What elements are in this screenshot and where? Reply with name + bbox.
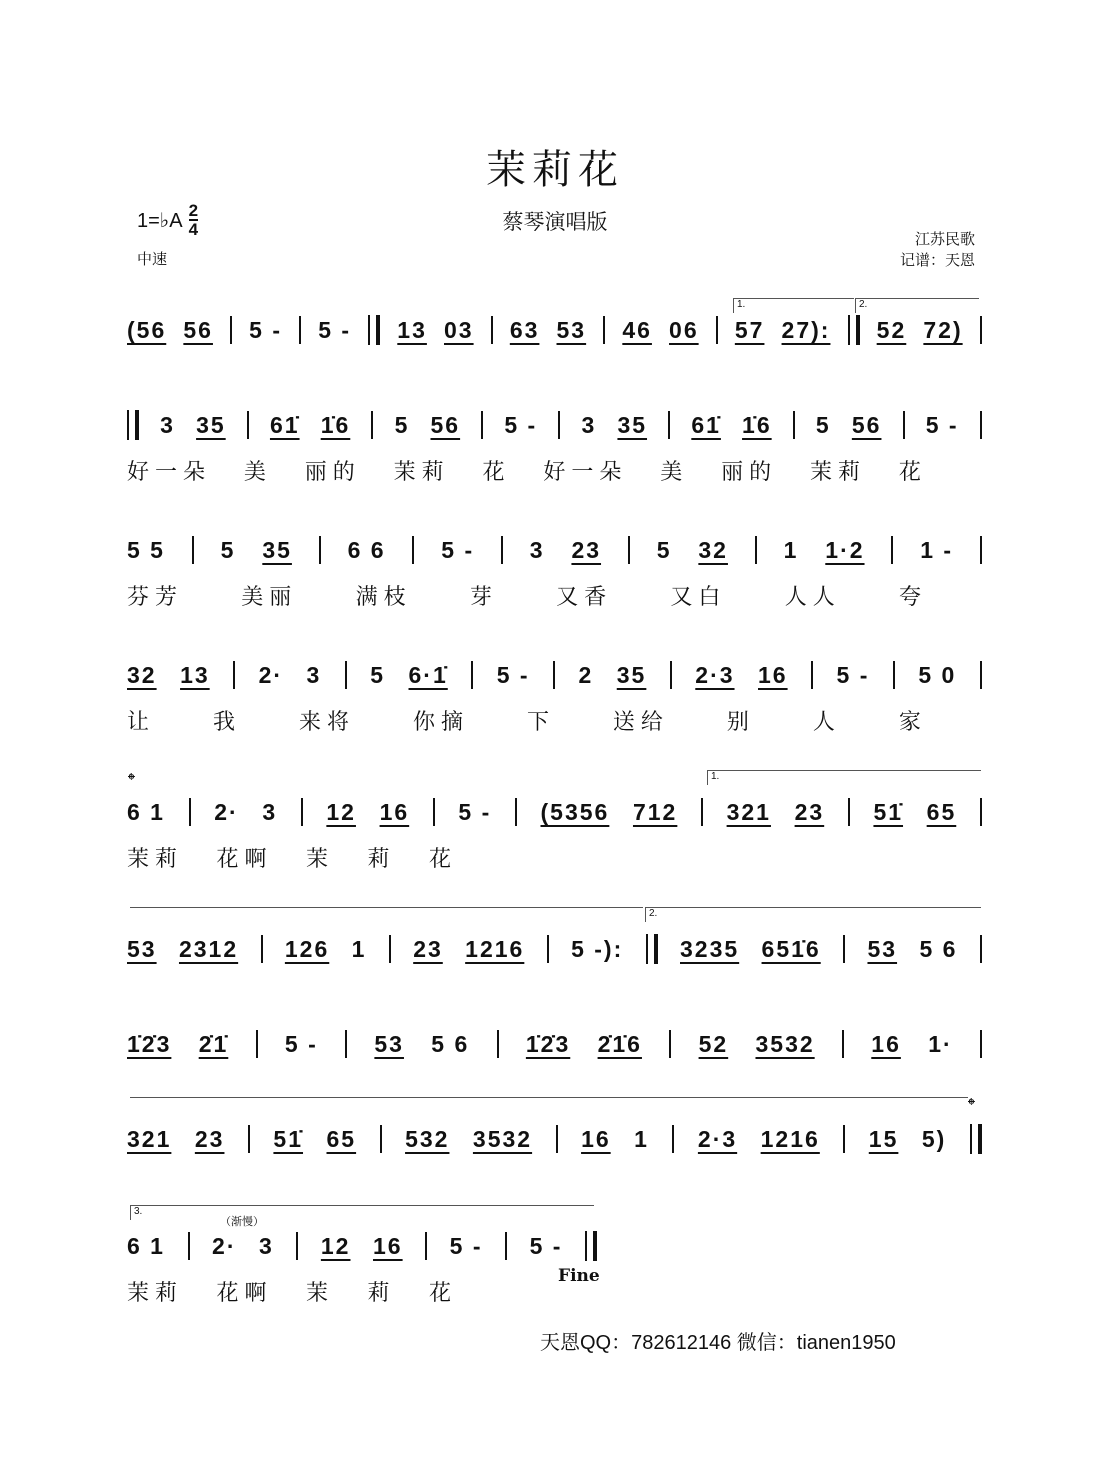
lyric: 茉 bbox=[305, 1281, 334, 1306]
lyric: 茉莉 bbox=[127, 1281, 184, 1306]
lyric: 茉莉 bbox=[127, 847, 184, 872]
note-group: 3532 bbox=[755, 1030, 815, 1057]
note-group: 51̇ bbox=[873, 798, 904, 825]
volta-1 bbox=[733, 298, 854, 313]
lyric: 送给 bbox=[612, 710, 669, 735]
volta-2b-cont bbox=[130, 1097, 968, 1112]
note-group: 712 bbox=[632, 798, 678, 825]
note-group: 2· bbox=[258, 661, 284, 688]
barline bbox=[980, 1030, 982, 1058]
note-group: 35 bbox=[616, 661, 647, 688]
time-num: 2 bbox=[188, 201, 199, 220]
note-group: 35 bbox=[617, 411, 648, 438]
note-group: 61̇ bbox=[269, 411, 300, 438]
barline bbox=[380, 1125, 382, 1153]
note-group: 1 - bbox=[920, 536, 954, 563]
barline bbox=[319, 536, 321, 564]
barline bbox=[547, 935, 549, 963]
barline bbox=[843, 1125, 845, 1153]
barline bbox=[299, 316, 301, 344]
note-group: (5356 bbox=[540, 798, 610, 825]
notation-row bbox=[127, 933, 982, 965]
note-group: 32 bbox=[127, 661, 157, 688]
note-group: 5 bbox=[220, 536, 236, 563]
note-group: 651̇6 bbox=[761, 935, 821, 962]
note-group: 5 - bbox=[441, 536, 475, 563]
lyric: 美 bbox=[660, 460, 689, 485]
note-group: 5 -): bbox=[571, 935, 624, 962]
note-group: 5 - bbox=[529, 1232, 563, 1259]
volta-label: 1. bbox=[737, 299, 746, 310]
coda-sign: 𝄌 bbox=[968, 1095, 975, 1117]
note-group: 16 bbox=[373, 1232, 403, 1259]
lyrics-row bbox=[127, 455, 927, 486]
barline bbox=[668, 411, 670, 439]
time-signature bbox=[189, 202, 198, 238]
note-group: 532 bbox=[405, 1125, 450, 1152]
note-group: 5 bbox=[656, 536, 672, 563]
note-group: 23 bbox=[794, 798, 825, 825]
barline bbox=[980, 935, 982, 963]
barline bbox=[345, 1030, 347, 1058]
note-group: 53 bbox=[374, 1030, 404, 1057]
note-group: 5 - bbox=[504, 411, 538, 438]
note-group: 03 bbox=[444, 316, 474, 343]
transcriber: 记谱：天恩 bbox=[899, 251, 975, 269]
barline bbox=[558, 411, 560, 439]
note-group: 1̇2̇3 bbox=[127, 1030, 172, 1057]
note-group: 2312 bbox=[178, 935, 239, 962]
barline bbox=[811, 661, 813, 689]
lyric: 让 bbox=[127, 710, 156, 735]
barline bbox=[192, 536, 194, 564]
barline bbox=[669, 1030, 671, 1058]
note-group: 35 bbox=[196, 411, 226, 438]
barline bbox=[628, 536, 630, 564]
tempo: 中速 bbox=[137, 250, 168, 268]
notation-row bbox=[127, 1123, 982, 1155]
note-group: 6·1̇ bbox=[408, 661, 448, 688]
note-group: 126 bbox=[284, 935, 330, 962]
note-group: 16 bbox=[758, 661, 788, 688]
note-group: 13 bbox=[397, 316, 427, 343]
barline bbox=[301, 798, 303, 826]
lyric: 花 bbox=[482, 460, 511, 485]
note-group: 2·3 bbox=[695, 661, 735, 688]
note-group: 3235 bbox=[680, 935, 740, 962]
lyrics-row bbox=[127, 842, 457, 873]
lyric: 我 bbox=[212, 710, 241, 735]
lyric: 美丽 bbox=[241, 585, 298, 610]
fine-mark: Fine bbox=[558, 1266, 600, 1286]
notation-row bbox=[127, 1028, 982, 1060]
key: 1=♭A bbox=[137, 209, 183, 232]
barline bbox=[501, 536, 503, 564]
lyric: 花啊 bbox=[216, 1281, 273, 1306]
notation-row bbox=[127, 659, 982, 691]
barline bbox=[980, 798, 982, 826]
note-group: 5 bbox=[815, 411, 831, 438]
barline bbox=[491, 316, 493, 344]
ritardando: （渐慢） bbox=[220, 1216, 264, 1228]
note-group: 06 bbox=[669, 316, 699, 343]
note-group: 23 bbox=[194, 1125, 225, 1152]
barline bbox=[345, 661, 347, 689]
key-signature bbox=[137, 202, 198, 238]
lyric: 芽 bbox=[469, 585, 498, 610]
barline bbox=[515, 798, 517, 826]
note-group: 5 5 bbox=[127, 536, 165, 563]
note-group: 53 bbox=[867, 935, 898, 962]
lyric: 别 bbox=[726, 710, 755, 735]
lyric: 夸 bbox=[898, 585, 927, 610]
note-group: 5 6 bbox=[919, 935, 958, 962]
note-group: 2· bbox=[214, 798, 239, 825]
double-barline bbox=[848, 315, 860, 345]
note-group: 5 - bbox=[458, 798, 492, 825]
lyrics-row bbox=[127, 705, 927, 736]
lyric: 好一朵 bbox=[127, 460, 212, 485]
note-group: 3532 bbox=[472, 1125, 533, 1152]
coda-sign: 𝄌 bbox=[128, 770, 135, 792]
note-group: 3 bbox=[160, 411, 175, 438]
note-group: 52 bbox=[876, 316, 907, 343]
barline bbox=[296, 1232, 298, 1260]
note-group: 2·3 bbox=[697, 1125, 738, 1152]
lyric: 丽的 bbox=[721, 460, 778, 485]
lyric: 花 bbox=[428, 1281, 457, 1306]
note-group: 5 bbox=[370, 661, 386, 688]
note-group: 16 bbox=[871, 1030, 901, 1057]
double-barline bbox=[127, 410, 139, 440]
note-group: 6 6 bbox=[347, 536, 386, 563]
lyrics-row bbox=[127, 580, 927, 611]
note-group: 1· bbox=[928, 1030, 953, 1057]
note-group: 5 - bbox=[449, 1232, 483, 1259]
note-group: 2· bbox=[212, 1232, 237, 1259]
note-group: 12 bbox=[326, 798, 356, 825]
lyric: 下 bbox=[526, 710, 555, 735]
barline bbox=[893, 661, 895, 689]
note-group: 53 bbox=[556, 316, 587, 343]
note-group: 2̇1̇6 bbox=[597, 1030, 642, 1057]
barline bbox=[189, 798, 191, 826]
barline bbox=[261, 935, 263, 963]
note-group: 61̇ bbox=[691, 411, 721, 438]
barline bbox=[980, 316, 982, 344]
lyrics-row bbox=[127, 1276, 457, 1307]
note-group: 46 bbox=[622, 316, 652, 343]
notation-row bbox=[127, 1230, 597, 1262]
note-group: 16 bbox=[379, 798, 410, 825]
lyric: 家 bbox=[898, 710, 927, 735]
lyric: 丽的 bbox=[304, 460, 361, 485]
note-group: 65 bbox=[326, 1125, 357, 1152]
barline bbox=[980, 661, 982, 689]
note-group: 3 bbox=[529, 536, 545, 563]
lyric: 来将 bbox=[298, 710, 355, 735]
note-group: 56 bbox=[183, 316, 213, 343]
note-group: 13 bbox=[180, 661, 210, 688]
lyric: 花 bbox=[898, 460, 927, 485]
note-group: 63 bbox=[509, 316, 540, 343]
volta-2 bbox=[855, 298, 979, 313]
note-group: 5 - bbox=[284, 1030, 318, 1057]
barline bbox=[672, 1125, 674, 1153]
note-group: 51̇ bbox=[273, 1125, 304, 1152]
note-group: 12 bbox=[320, 1232, 351, 1259]
barline bbox=[433, 798, 435, 826]
note-group: 5 - bbox=[249, 316, 283, 343]
lyric: 莉 bbox=[367, 1281, 396, 1306]
lyric: 又白 bbox=[670, 585, 727, 610]
barline bbox=[980, 411, 982, 439]
note-group: 53 bbox=[127, 935, 157, 962]
barline bbox=[425, 1232, 427, 1260]
note-group: 72) bbox=[923, 316, 963, 343]
note-group: 321 bbox=[726, 798, 771, 825]
barline bbox=[980, 536, 982, 564]
note-group: 1̇2̇3 bbox=[525, 1030, 571, 1057]
note-group: 52 bbox=[698, 1030, 729, 1057]
note-group: 1 bbox=[351, 935, 367, 962]
note-group: 321 bbox=[127, 1125, 172, 1152]
double-barline bbox=[585, 1231, 597, 1261]
time-den: 4 bbox=[188, 220, 199, 239]
volta-1b-cont bbox=[130, 907, 643, 922]
barline bbox=[603, 316, 605, 344]
lyric: 茉 bbox=[305, 847, 334, 872]
lyric: 茉莉 bbox=[393, 460, 450, 485]
lyric: 茉莉 bbox=[810, 460, 867, 485]
subtitle: 蔡琴演唱版 bbox=[502, 210, 608, 234]
barline bbox=[716, 316, 718, 344]
volta-label: 2. bbox=[649, 908, 658, 919]
volta-label: 1. bbox=[711, 771, 720, 782]
note-group: 3 bbox=[262, 798, 278, 825]
note-group: 3 bbox=[259, 1232, 274, 1259]
lyric: 花啊 bbox=[216, 847, 273, 872]
note-group: 27): bbox=[781, 316, 831, 343]
double-barline bbox=[970, 1124, 982, 1154]
barline bbox=[848, 798, 850, 826]
barline bbox=[471, 661, 473, 689]
barline bbox=[233, 661, 235, 689]
note-group: 1216 bbox=[465, 935, 525, 962]
lyric: 芬芳 bbox=[127, 585, 184, 610]
note-group: 5 bbox=[394, 411, 410, 438]
note-group: 1216 bbox=[760, 1125, 820, 1152]
note-group: 5) bbox=[921, 1125, 947, 1152]
volta-1b bbox=[707, 770, 981, 785]
barline bbox=[505, 1232, 507, 1260]
volta-label: 2. bbox=[859, 299, 868, 310]
barline bbox=[670, 661, 672, 689]
double-barline bbox=[646, 934, 658, 964]
lyric: 又香 bbox=[556, 585, 613, 610]
note-group: 23 bbox=[571, 536, 602, 563]
note-group: 15 bbox=[868, 1125, 899, 1152]
volta-label: 3. bbox=[134, 1206, 143, 1217]
note-group: 2 bbox=[578, 661, 594, 688]
barline bbox=[903, 411, 905, 439]
note-group: 56 bbox=[430, 411, 461, 438]
note-group: 1̇6 bbox=[742, 411, 772, 438]
barline bbox=[497, 1030, 499, 1058]
note-group: 3 bbox=[306, 661, 322, 688]
note-group: 5 - bbox=[496, 661, 530, 688]
note-group: 3 bbox=[581, 411, 597, 438]
note-group: 5 - bbox=[925, 411, 959, 438]
volta-3 bbox=[130, 1205, 594, 1220]
lyric: 你摘 bbox=[412, 710, 469, 735]
barline bbox=[412, 536, 414, 564]
lyric: 人人 bbox=[784, 585, 841, 610]
lyric: 人 bbox=[812, 710, 841, 735]
barline bbox=[556, 1125, 558, 1153]
barline bbox=[248, 1125, 250, 1153]
barline bbox=[842, 1030, 844, 1058]
note-group: 2̇1̇ bbox=[198, 1030, 229, 1057]
note-group: 5 - bbox=[836, 661, 870, 688]
double-barline bbox=[368, 315, 380, 345]
note-group: 23 bbox=[413, 935, 443, 962]
lyric: 莉 bbox=[367, 847, 396, 872]
barline bbox=[891, 536, 893, 564]
barline bbox=[371, 411, 373, 439]
barline bbox=[755, 536, 757, 564]
note-group: 1 bbox=[783, 536, 799, 563]
contact-footer: 天恩QQ：782612146 微信：tianen1950 bbox=[540, 1332, 896, 1354]
barline bbox=[701, 798, 703, 826]
note-group: 57 bbox=[734, 316, 765, 343]
notation-row bbox=[127, 314, 982, 346]
barline bbox=[188, 1232, 190, 1260]
note-group: 65 bbox=[926, 798, 957, 825]
notation-row bbox=[127, 796, 982, 828]
barline bbox=[843, 935, 845, 963]
lyric: 满枝 bbox=[355, 585, 412, 610]
barline bbox=[553, 661, 555, 689]
lyric: 好一朵 bbox=[543, 460, 628, 485]
notation-row bbox=[127, 409, 982, 441]
note-group: 1̇6 bbox=[320, 411, 351, 438]
barline bbox=[256, 1030, 258, 1058]
song-title: 茉莉花 bbox=[486, 147, 624, 193]
note-group: 35 bbox=[262, 536, 292, 563]
barline bbox=[230, 316, 232, 344]
note-group: 6 1 bbox=[127, 798, 165, 825]
note-group: 5 6 bbox=[431, 1030, 470, 1057]
note-group: 56 bbox=[851, 411, 882, 438]
barline bbox=[793, 411, 795, 439]
note-group: 5 - bbox=[318, 316, 352, 343]
lyric: 美 bbox=[243, 460, 272, 485]
barline bbox=[247, 411, 249, 439]
barline bbox=[389, 935, 391, 963]
barline bbox=[481, 411, 483, 439]
note-group: 32 bbox=[698, 536, 728, 563]
note-group: 1 bbox=[634, 1125, 649, 1152]
note-group: 1·2 bbox=[825, 536, 865, 563]
note-group: 6 1 bbox=[127, 1232, 165, 1259]
lyric: 花 bbox=[428, 847, 457, 872]
note-group: 16 bbox=[581, 1125, 611, 1152]
note-group: (56 bbox=[127, 316, 167, 343]
volta-2b bbox=[645, 907, 981, 922]
note-group: 5 0 bbox=[918, 661, 957, 688]
origin: 江苏民歌 bbox=[914, 230, 975, 248]
notation-row bbox=[127, 534, 982, 566]
